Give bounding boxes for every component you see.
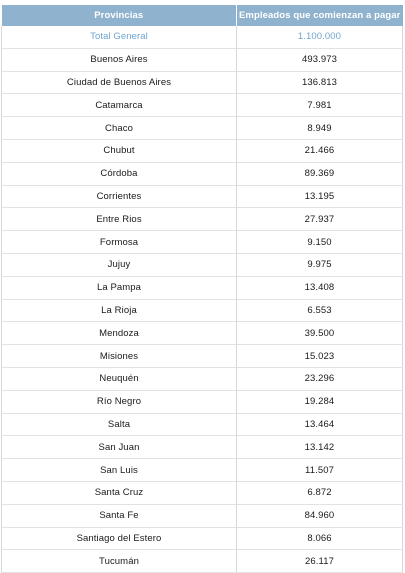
employees-cell: 84.960 (237, 504, 403, 527)
total-row (2, 26, 403, 48)
table-container (1, 5, 402, 573)
province-cell: Mendoza (2, 322, 237, 345)
employees-cell: 8.066 (237, 527, 403, 550)
table-row (2, 413, 403, 436)
table-body (2, 26, 403, 573)
table-row (2, 94, 403, 117)
employees-cell: 6.553 (237, 299, 403, 322)
table-row (2, 550, 403, 573)
province-cell: Santa Fe (2, 504, 237, 527)
province-cell: San Juan (2, 436, 237, 459)
employees-cell: 11.507 (237, 459, 403, 482)
province-cell: Ciudad de Buenos Aires (2, 71, 237, 94)
table-row (2, 139, 403, 162)
table-row (2, 367, 403, 390)
employees-cell: 13.408 (237, 276, 403, 299)
province-cell: Santa Cruz (2, 481, 237, 504)
table-row (2, 208, 403, 231)
table-row (2, 48, 403, 71)
table-row (2, 299, 403, 322)
province-cell: Córdoba (2, 162, 237, 185)
province-cell: San Luis (2, 459, 237, 482)
table-row (2, 71, 403, 94)
province-cell: Corrientes (2, 185, 237, 208)
employees-cell: 21.466 (237, 139, 403, 162)
province-cell: Entre Rios (2, 208, 237, 231)
table-row (2, 345, 403, 368)
employees-cell: 136.813 (237, 71, 403, 94)
table-row (2, 117, 403, 140)
employees-cell: 26.117 (237, 550, 403, 573)
table-row (2, 185, 403, 208)
employees-cell: 9.150 (237, 231, 403, 254)
province-cell: Tucumán (2, 550, 237, 573)
table-row (2, 390, 403, 413)
table-row (2, 231, 403, 254)
province-cell: Río Negro (2, 390, 237, 413)
province-cell: Catamarca (2, 94, 237, 117)
province-cell: Chaco (2, 117, 237, 140)
employees-cell: 19.284 (237, 390, 403, 413)
employees-cell: 23.296 (237, 367, 403, 390)
province-cell: La Rioja (2, 299, 237, 322)
table-row (2, 253, 403, 276)
province-cell: Misiones (2, 345, 237, 368)
employees-cell: 8.949 (237, 117, 403, 140)
header-provincias: Provincias (2, 5, 237, 26)
table-row (2, 276, 403, 299)
total-value: 1.100.000 (237, 26, 403, 48)
table-row (2, 459, 403, 482)
province-cell: Jujuy (2, 253, 237, 276)
province-cell: Santiago del Estero (2, 527, 237, 550)
province-cell: Buenos Aires (2, 48, 237, 71)
employees-cell: 39.500 (237, 322, 403, 345)
table-row (2, 322, 403, 345)
province-cell: Salta (2, 413, 237, 436)
employees-cell: 13.142 (237, 436, 403, 459)
table-row (2, 436, 403, 459)
employees-cell: 27.937 (237, 208, 403, 231)
employees-by-province-table (1, 5, 403, 573)
province-cell: La Pampa (2, 276, 237, 299)
province-cell: Formosa (2, 231, 237, 254)
employees-cell: 7.981 (237, 94, 403, 117)
employees-cell: 493.973 (237, 48, 403, 71)
province-cell: Neuquén (2, 367, 237, 390)
employees-cell: 15.023 (237, 345, 403, 368)
employees-cell: 13.195 (237, 185, 403, 208)
table-row (2, 481, 403, 504)
table-row (2, 162, 403, 185)
header-empleados: Empleados que comienzan a pagar (237, 5, 403, 26)
employees-cell: 89.369 (237, 162, 403, 185)
province-cell: Chubut (2, 139, 237, 162)
table-row (2, 527, 403, 550)
employees-cell: 9.975 (237, 253, 403, 276)
employees-cell: 6.872 (237, 481, 403, 504)
table-row (2, 504, 403, 527)
total-label: Total General (2, 26, 237, 48)
table-header-row (2, 5, 403, 26)
employees-cell: 13.464 (237, 413, 403, 436)
